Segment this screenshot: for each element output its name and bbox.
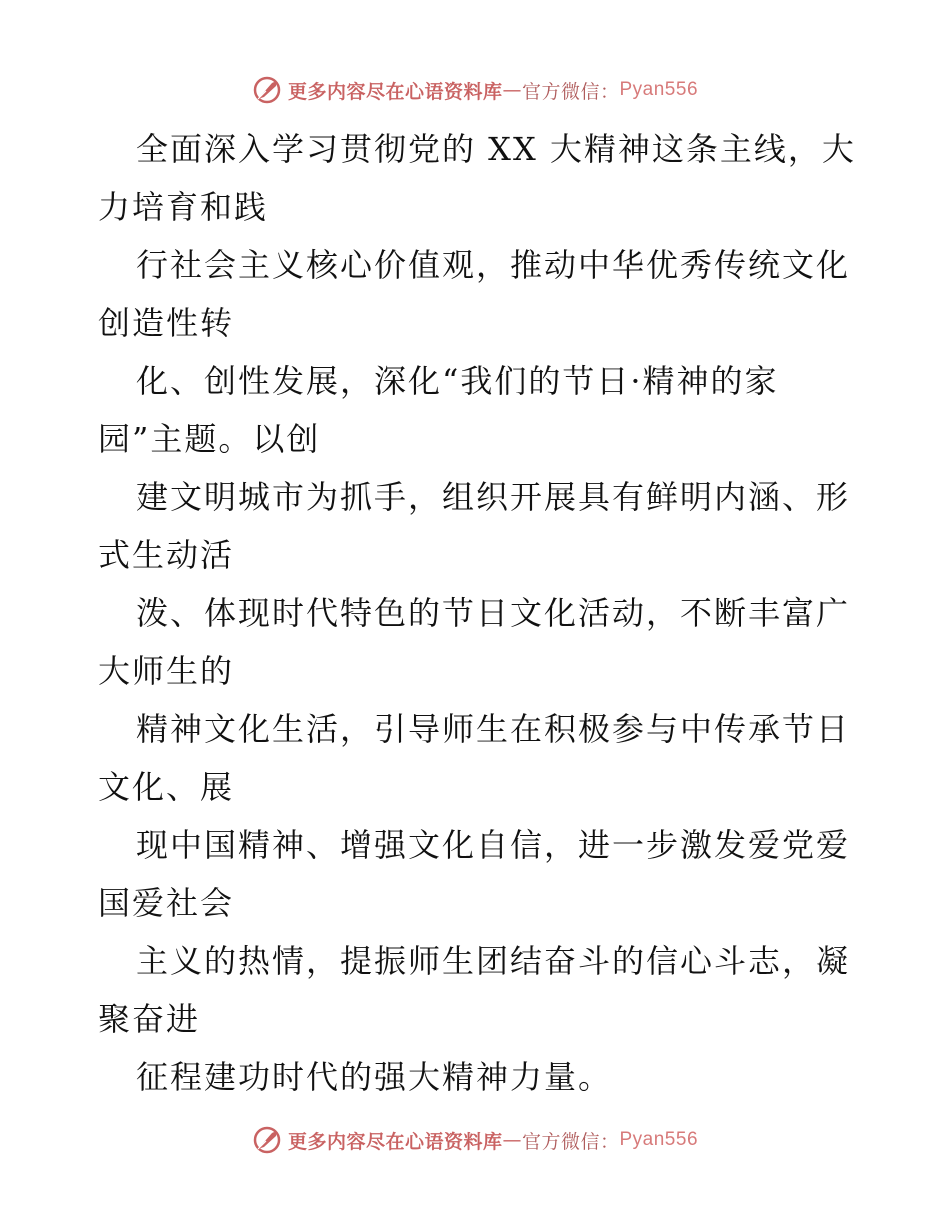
- feather-pen-logo-icon: [252, 1125, 282, 1155]
- text-line: 国爱社会: [98, 884, 235, 922]
- text-line: 泼、体现时代特色的节日文化活动，不断丰富广: [136, 594, 851, 632]
- watermark-handle: Pyan556: [619, 1129, 699, 1150]
- text-line: 式生动活: [98, 536, 235, 574]
- text-line: 大师生的: [98, 652, 235, 690]
- text-line: 现中国精神、增强文化自信，进一步激发爱党爱: [136, 826, 851, 864]
- watermark-brand: 更多内容尽在心语资料库: [287, 1130, 503, 1153]
- text-line: 精神文化生活，引导师生在积极参与中传承节日: [136, 710, 851, 748]
- text-line: 征程建功时代的强大精神力量。: [136, 1058, 613, 1096]
- feather-pen-logo-icon: [252, 75, 282, 105]
- watermark-official: 官方微信：: [521, 80, 620, 103]
- text-line: 创造性转: [98, 304, 235, 342]
- watermark-official: 官方微信：: [521, 1130, 620, 1153]
- watermark-dash: —: [502, 1129, 522, 1151]
- text-line: 文化、展: [98, 768, 235, 806]
- watermark-brand: 更多内容尽在心语资料库: [287, 80, 503, 103]
- text-line: 行社会主义核心价值观，推动中华优秀传统文化: [136, 246, 851, 284]
- text-line: 聚奋进: [98, 1000, 201, 1038]
- watermark-dash: —: [502, 79, 522, 101]
- header-watermark: [0, 70, 950, 110]
- watermark-handle: Pyan556: [619, 79, 699, 100]
- text-line: 全面深入学习贯彻党的 XX 大精神这条主线，大: [136, 130, 856, 168]
- document-body: [98, 120, 858, 1106]
- text-line: 化、创性发展，深化“我们的节日·精神的家: [136, 362, 779, 400]
- text-line: 建文明城市为抓手，组织开展具有鲜明内涵、形: [136, 478, 851, 516]
- text-line: 主义的热情，提振师生团结奋斗的信心斗志，凝: [136, 942, 851, 980]
- text-line: 力培育和践: [98, 188, 269, 226]
- text-line: 园”主题。以创: [98, 420, 321, 458]
- footer-watermark: [0, 1120, 950, 1160]
